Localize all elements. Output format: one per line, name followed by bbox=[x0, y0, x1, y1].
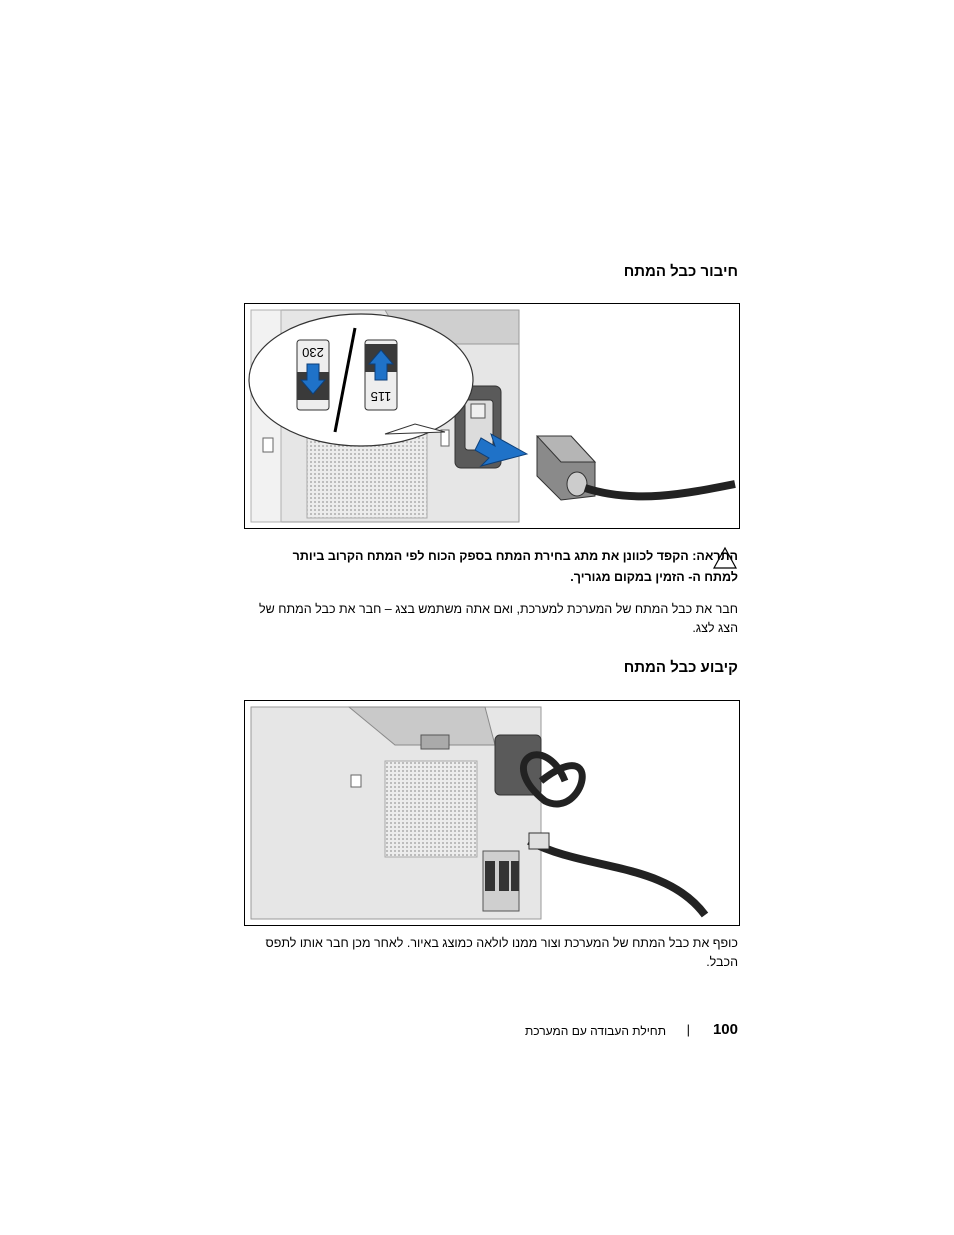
power-connection-illustration bbox=[245, 304, 739, 528]
figure-cable-secure bbox=[244, 700, 740, 926]
paragraph-secure-cable: כופף את כבל המתח של המערכת וצור ממנו לולאה כמוצג באיור. לאחר מכן חבר אותו לתפס הכבל. bbox=[265, 936, 738, 969]
page-footer bbox=[244, 1021, 738, 1043]
power-cable-2 bbox=[529, 841, 705, 915]
figure-power-connection bbox=[244, 303, 740, 529]
switch-label-115: 115 bbox=[370, 389, 392, 404]
footer-section-name: תחילת העבודה עם המערכת bbox=[525, 1024, 666, 1038]
page-number: 100 bbox=[712, 1021, 738, 1038]
cable-clip-icon bbox=[529, 833, 549, 849]
switch-label-230: 230 bbox=[302, 345, 324, 360]
caution-note bbox=[276, 546, 738, 588]
latch-icon bbox=[421, 735, 449, 749]
footer-separator: | bbox=[686, 1022, 690, 1037]
section-title-connect-power: חיבור כבל המתח bbox=[623, 263, 738, 280]
section-title-secure-power: קיבוע כבל המתח bbox=[623, 659, 738, 676]
power-cable bbox=[585, 484, 735, 496]
caution-label: התראה: bbox=[692, 549, 738, 563]
cable-loop-illustration bbox=[245, 701, 739, 925]
caution-text: הקפד לכוונן את מתג בחירת המתח בספק הכוח לפי המתח הקרוב ביותר למתח ה- הזמין במקום מגוריך. bbox=[292, 549, 738, 584]
paragraph-connect-cable: חבר את כבל המתח של המערכת למערכת, ואם אתה משתמש בצג – חבר את כבל המתח של הצג לצג. bbox=[259, 602, 738, 635]
